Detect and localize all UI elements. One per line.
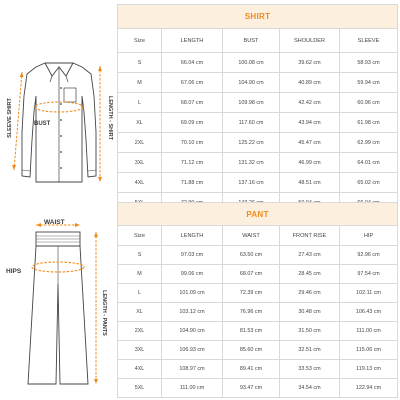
table-cell: 101.09 cm bbox=[162, 284, 223, 303]
table-cell: 137.16 cm bbox=[223, 173, 280, 193]
table-cell: 68.07 cm bbox=[162, 93, 223, 113]
table-cell: 28.45 cm bbox=[280, 265, 340, 284]
table-cell: 76.96 cm bbox=[223, 303, 280, 322]
table-cell: 67.06 cm bbox=[162, 73, 223, 93]
size-cell: L bbox=[118, 93, 162, 113]
table-cell: 45.47 cm bbox=[280, 133, 340, 153]
waist-label: WAIST bbox=[44, 219, 65, 226]
table-cell: 31.50 cm bbox=[280, 322, 340, 341]
size-cell: M bbox=[118, 265, 162, 284]
shirt-size-table bbox=[117, 4, 398, 213]
table-cell: 27.43 cm bbox=[280, 246, 340, 265]
size-cell: L bbox=[118, 284, 162, 303]
size-cell: S bbox=[118, 246, 162, 265]
table-cell: 60.96 cm bbox=[340, 93, 398, 113]
table-row bbox=[118, 73, 398, 93]
table-row bbox=[118, 322, 398, 341]
table-cell: 71.12 cm bbox=[162, 153, 223, 173]
size-cell: 4XL bbox=[118, 173, 162, 193]
table-cell: 104.90 cm bbox=[223, 73, 280, 93]
table-cell: 106.93 cm bbox=[162, 341, 223, 360]
table-cell: 108.97 cm bbox=[162, 360, 223, 379]
table-row bbox=[118, 303, 398, 322]
size-cell: 4XL bbox=[118, 360, 162, 379]
table-cell: 40.89 cm bbox=[280, 73, 340, 93]
size-cell: 5XL bbox=[118, 379, 162, 398]
shirt-length-label: LENGTH - SHIRT bbox=[107, 96, 113, 140]
size-cell: XL bbox=[118, 303, 162, 322]
bust-label: BUST bbox=[34, 121, 51, 127]
pant-diagram bbox=[0, 200, 118, 400]
table-row bbox=[118, 113, 398, 133]
table-cell: 39.62 cm bbox=[280, 53, 340, 73]
table-cell: 71.88 cm bbox=[162, 173, 223, 193]
table-cell: 111.00 cm bbox=[340, 322, 398, 341]
table-cell: 64.01 cm bbox=[340, 153, 398, 173]
table-cell: 81.53 cm bbox=[223, 322, 280, 341]
table-header-row bbox=[118, 29, 398, 53]
table-cell: 34.54 cm bbox=[280, 379, 340, 398]
table-cell: 97.54 cm bbox=[340, 265, 398, 284]
column-header: LENGTH bbox=[162, 226, 223, 246]
shirt-illustration bbox=[0, 0, 118, 200]
table-cell: 30.48 cm bbox=[280, 303, 340, 322]
table-row bbox=[118, 284, 398, 303]
size-cell: M bbox=[118, 73, 162, 93]
table-row bbox=[118, 93, 398, 113]
size-cell: S bbox=[118, 53, 162, 73]
table-row bbox=[118, 265, 398, 284]
table-cell: 32.51 cm bbox=[280, 341, 340, 360]
table-cell: 89.41 cm bbox=[223, 360, 280, 379]
table-cell: 93.47 cm bbox=[223, 379, 280, 398]
table-cell: 42.42 cm bbox=[280, 93, 340, 113]
table-cell: 103.12 cm bbox=[162, 303, 223, 322]
table-cell: 61.98 cm bbox=[340, 113, 398, 133]
table-cell: 92.96 cm bbox=[340, 246, 398, 265]
table-row bbox=[118, 341, 398, 360]
column-header: SHOULDER bbox=[280, 29, 340, 53]
table-cell: 97.03 cm bbox=[162, 246, 223, 265]
table-cell: 115.06 cm bbox=[340, 341, 398, 360]
table-cell: 109.98 cm bbox=[223, 93, 280, 113]
size-cell: 3XL bbox=[118, 153, 162, 173]
table-cell: 117.60 cm bbox=[223, 113, 280, 133]
table-cell: 119.13 cm bbox=[340, 360, 398, 379]
shirt-diagram bbox=[0, 0, 118, 200]
table-cell: 33.53 cm bbox=[280, 360, 340, 379]
table-row bbox=[118, 379, 398, 398]
table-cell: 106.43 cm bbox=[340, 303, 398, 322]
table-cell: 46.99 cm bbox=[280, 153, 340, 173]
table-row bbox=[118, 153, 398, 173]
table-cell: 125.22 cm bbox=[223, 133, 280, 153]
table-row bbox=[118, 133, 398, 153]
table-cell: 58.93 cm bbox=[340, 53, 398, 73]
pant-length-label: LENGTH - PANTS bbox=[101, 290, 107, 336]
sleeve-measure bbox=[14, 72, 22, 170]
size-cell: XL bbox=[118, 113, 162, 133]
table-row bbox=[118, 53, 398, 73]
table-cell: 70.10 cm bbox=[162, 133, 223, 153]
column-header: WAIST bbox=[223, 226, 280, 246]
column-header: Size bbox=[118, 29, 162, 53]
column-header: FRONT RISE bbox=[280, 226, 340, 246]
size-cell: 2XL bbox=[118, 133, 162, 153]
table-cell: 85.60 cm bbox=[223, 341, 280, 360]
hips-label: HIPS bbox=[6, 268, 22, 275]
pant-table-title: PANT bbox=[118, 203, 398, 226]
table-cell: 104.90 cm bbox=[162, 322, 223, 341]
table-row bbox=[118, 173, 398, 193]
table-cell: 122.94 cm bbox=[340, 379, 398, 398]
table-cell: 62.99 cm bbox=[340, 133, 398, 153]
table-header-row bbox=[118, 226, 398, 246]
table-cell: 102.11 cm bbox=[340, 284, 398, 303]
table-cell: 48.51 cm bbox=[280, 173, 340, 193]
table-cell: 65.02 cm bbox=[340, 173, 398, 193]
sleeve-label: SLEEVE SHIRT bbox=[7, 98, 13, 138]
size-cell: 2XL bbox=[118, 322, 162, 341]
pant-size-table bbox=[117, 202, 398, 398]
table-row bbox=[118, 246, 398, 265]
column-header: SLEEVE bbox=[340, 29, 398, 53]
table-cell: 69.09 cm bbox=[162, 113, 223, 133]
table-cell: 29.46 cm bbox=[280, 284, 340, 303]
column-header: BUST bbox=[223, 29, 280, 53]
size-cell: 3XL bbox=[118, 341, 162, 360]
column-header: LENGTH bbox=[162, 29, 223, 53]
column-header: Size bbox=[118, 226, 162, 246]
shirt-table-title: SHIRT bbox=[118, 5, 398, 29]
column-header: HIP bbox=[340, 226, 398, 246]
table-cell: 100.08 cm bbox=[223, 53, 280, 73]
table-cell: 72.39 cm bbox=[223, 284, 280, 303]
table-cell: 111.00 cm bbox=[162, 379, 223, 398]
table-cell: 66.04 cm bbox=[162, 53, 223, 73]
table-cell: 99.06 cm bbox=[162, 265, 223, 284]
table-cell: 131.32 cm bbox=[223, 153, 280, 173]
table-cell: 43.94 cm bbox=[280, 113, 340, 133]
table-cell: 68.07 cm bbox=[223, 265, 280, 284]
table-cell: 59.94 cm bbox=[340, 73, 398, 93]
table-cell: 63.50 cm bbox=[223, 246, 280, 265]
table-row bbox=[118, 360, 398, 379]
